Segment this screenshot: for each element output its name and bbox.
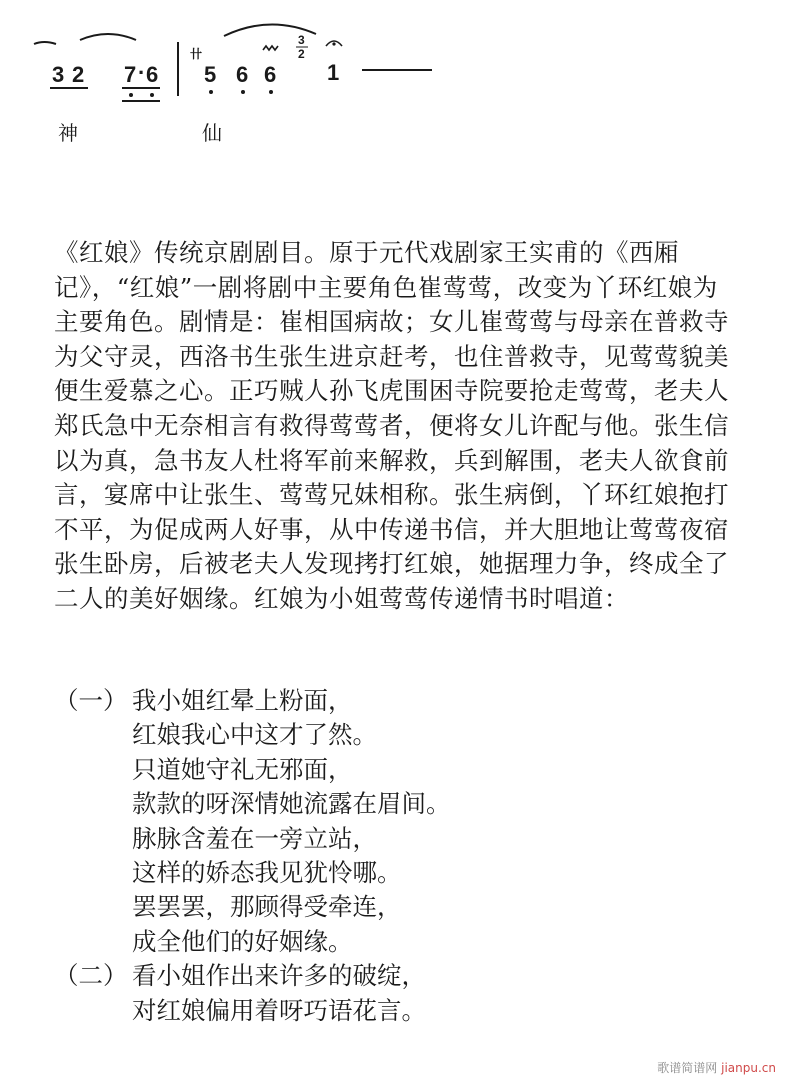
verse-marker: （一） bbox=[54, 686, 128, 715]
verse-line bbox=[54, 787, 774, 821]
verse-text: 成全他们的好姻缘。 bbox=[132, 926, 353, 956]
slur-left bbox=[34, 42, 56, 44]
low-dot-6a bbox=[241, 90, 245, 94]
paragraph-line: 不平，为促成两人好事，从中传递书信，并大胆地让莺莺夜宿 bbox=[54, 514, 729, 544]
fermata-dot bbox=[332, 42, 335, 45]
verse-line bbox=[54, 925, 774, 959]
paragraph-line: 二人的美好姻缘。红娘为小姐莺莺传递情书时唱道： bbox=[54, 583, 629, 613]
verse-text: 罢罢罢，那顾得受牵连， bbox=[132, 892, 402, 922]
verse-line bbox=[54, 856, 774, 890]
slur-middle bbox=[80, 34, 136, 40]
low-dot-6b bbox=[269, 90, 273, 94]
low-dot-7 bbox=[129, 93, 133, 97]
verse-line bbox=[54, 718, 774, 752]
verse-line bbox=[54, 959, 774, 993]
verse-text: 我小姐红晕上粉面， bbox=[132, 686, 353, 715]
lyric-shen: 神 bbox=[58, 121, 78, 145]
verse-text: 看小姐作出来许多的破绽， bbox=[132, 961, 426, 991]
paragraph-line: 以为真，急书友人杜将军前来解救，兵到解围，老夫人欲食前 bbox=[54, 445, 729, 475]
lyrics-verses bbox=[54, 684, 774, 1028]
verse-line bbox=[54, 822, 774, 856]
verse-line bbox=[54, 684, 774, 718]
paragraph-line: 言，宴席中让张生、莺莺兄妹相称。张生病倒，丫环红娘抱打 bbox=[54, 480, 729, 510]
note-6b: 6 bbox=[264, 62, 277, 87]
verse-line bbox=[54, 890, 774, 924]
paragraph-line: 主要角色。剧情是：崔相国病故；女儿崔莺莺与母亲在普救寺 bbox=[54, 307, 729, 337]
note-7: 7 bbox=[124, 62, 137, 87]
paragraph-line: 张生卧房，后被老夫人发现拷打红娘，她据理力争，终成全了 bbox=[54, 549, 729, 579]
lyric-xian: 仙 bbox=[202, 121, 222, 145]
note-6a: 6 bbox=[236, 62, 249, 87]
watermark-url: jianpu.cn bbox=[721, 1061, 776, 1075]
ornament-mark: 卄 bbox=[190, 47, 203, 61]
trill-mark bbox=[263, 46, 278, 50]
paragraph-line: 便生爱慕之心。正巧贼人孙飞虎围困寺院要抢走莺莺，老夫人 bbox=[54, 376, 729, 406]
verse-text: 脉脉含羞在一旁立站， bbox=[132, 823, 377, 853]
dot-separator: · bbox=[138, 60, 146, 85]
grace-denominator: 2 bbox=[298, 47, 305, 61]
jianpu-notation bbox=[0, 0, 800, 160]
paragraph-line: 记》，“红娘”一剧将剧中主要角色崔莺莺，改变为丫环红娘为 bbox=[54, 272, 718, 302]
verse-text: 红娘我心中这才了然。 bbox=[132, 720, 377, 750]
notation-svg bbox=[0, 0, 800, 160]
note-2: 2 bbox=[72, 62, 85, 87]
watermark-site-name: 歌谱简谱网 bbox=[657, 1061, 718, 1075]
verse-text: 只道她守礼无邪面， bbox=[132, 754, 353, 784]
note-6: 6 bbox=[146, 62, 159, 87]
paragraph-line: 郑氏急中无奈相言有救得莺莺者，便将女儿许配与他。张生信 bbox=[54, 410, 729, 440]
note-5: 5 bbox=[204, 62, 217, 87]
verse-line bbox=[54, 994, 774, 1028]
paragraph-line: 《红娘》传统京剧剧目。原于元代戏剧家王实甫的《西厢 bbox=[54, 238, 679, 267]
low-dot-5 bbox=[209, 90, 213, 94]
verse-line bbox=[54, 753, 774, 787]
verse-text: 对红娘偏用着呀巧语花言。 bbox=[132, 995, 426, 1025]
note-3: 3 bbox=[52, 62, 65, 87]
grace-numerator: 3 bbox=[298, 33, 305, 47]
site-watermark bbox=[657, 1059, 776, 1076]
verse-marker: （二） bbox=[54, 961, 128, 991]
synopsis-paragraph bbox=[54, 236, 774, 617]
paragraph-line: 为父守灵，西洛书生张生进京赶考，也住普救寺，见莺莺貌美 bbox=[54, 341, 729, 371]
verse-text: 这样的娇态我见犹怜哪。 bbox=[132, 858, 402, 888]
note-1: 1 bbox=[327, 60, 340, 85]
verse-text: 款款的呀深情她流露在眉间。 bbox=[132, 789, 451, 819]
low-dot-6 bbox=[150, 93, 154, 97]
